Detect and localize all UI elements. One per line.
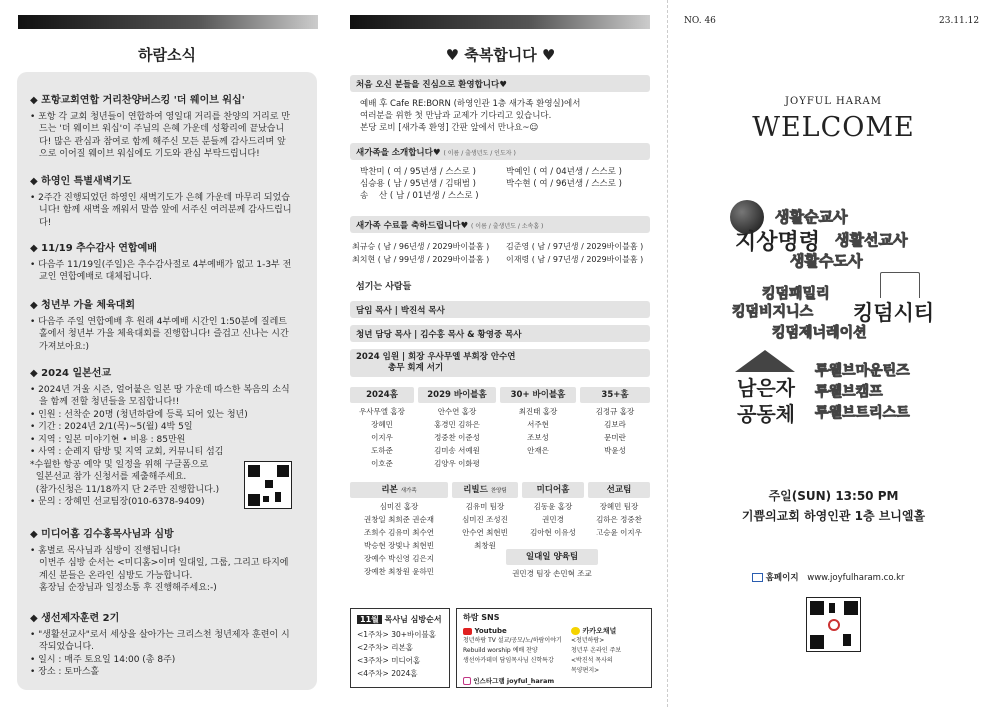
group-column: 2029 바이블홈 안수연 홈장 홍경민 김하은 정중찬 이준성 김미송 서예원 김양우 이화평 [418,387,496,470]
complete-list: 최규승 ( 남 / 96년생 / 2029바이블홈 ) 최치현 ( 남 / 99년생 / 2029바이블홈 ) [352,242,490,264]
slogan-ghost: 생활순교사 [775,208,848,226]
team-column: 선교팀 장혜민 팀장 김하은 정중찬 고승윤 이지우 [588,482,650,539]
top-bar [350,15,650,29]
slogan-ghost: 킹덤패밀리 [762,286,830,302]
group-column: 35+홈 김정규 홈장 김보라 문미란 박윤성 [580,387,650,457]
news-section: ◆ 미디어홈 김수홍목사님과 심방 • 홈별로 목사님과 심방이 진행됩니다! 이번주 심방 순서는 <미디홈>이며 일대일, 그룹, 그리고 타지에 계신 분들은 온라인 심방도 가능합니다. 홈장님 순장님과 일정소통 후 진행해주세요:-) [30,529,289,593]
news-section: ◆ 생선제자훈련 2기 • "생활선교사"로서 세상을 살아가는 크리스천 청년제자 훈련이 시작되었습니다. • 일시 : 매주 토요일 14:00 (총 8주) • 장소 : 토마스홀 [30,613,290,677]
kakao-icon[interactable] [571,627,580,635]
group-column: 2024홈 우사무엘 홈장 장혜민 이지우 도하준 이호준 [350,387,414,470]
welcome-text: 예배 후 Cafe RE:BORN (하영인관 1층 새가족 환영실)에서 여러분을 위한 첫 만남과 교제가 기다리고 있습니다. 본당 로비 [새가족 환영] 간판 앞에서 만나요~☺ [360,99,581,133]
slogan-ghost: 투웰브마운틴즈 [815,363,910,379]
slogan-ghost: 생활선교사 [835,231,908,249]
homepage-icon [752,573,763,582]
brand: JOYFUL HARAM [785,96,882,107]
issue-date: 23.11.12 [939,16,980,26]
mountain-icon [735,350,795,372]
newfamily-list: 박찬미 ( 여 / 95년생 / 스스로 ) 심승용 ( 남 / 95년생 / 김태범 ) 송 산 ( 남 / 01년생 / 스스로 ) [360,167,479,201]
team-column: 리빌드 찬양팀 김유미 팀장 심미진 조성진 안수연 최현빈 최창원 [452,482,518,552]
youth-pastor-bar: 청년 담당 목사 | 김수홍 목사 & 황영중 목사 [350,325,650,342]
welcome-bar: 처음 오신 분들을 진심으로 환영합니다♥ [350,75,650,92]
onetoone-column: 일대일 양육팀 권민경 팀장 손민혁 조교 [506,549,598,580]
complete-list: 김준영 ( 남 / 97년생 / 2029바이블홈 ) 이재령 ( 남 / 97년생 / 2029바이블홈 ) [506,242,644,264]
slogan-main: 지상명령 [735,230,821,255]
issue-no: NO. 46 [684,16,716,26]
homepage[interactable]: 홈페이지 www.joyfulharam.co.kr [752,571,905,583]
service-info: 주일(SUN) 13:50 PM 기쁨의교회 하영인관 1층 브니엘홀 [741,489,926,523]
pastor-bar: 담임 목사 | 박진석 목사 [350,301,650,318]
team-column: 미디어홈 김동윤 홈장 권민경 김아현 이유성 [522,482,584,539]
news-section: ◆ 청년부 가을 체육대회 • 다음주 주일 연합예배 후 원래 4부예배 시간인 1:50분에 질레트홀에서 청년부 가을 체육대회를 진행합니다! 즐겁고 신나는 시간 가져보아요:) [30,300,289,352]
slogan-ghost: 킹덤비지니스 [732,304,814,320]
newfamily-list: 박예인 ( 여 / 04년생 / 스스로 ) 박수현 ( 여 / 96년생 / 스스로 ) [506,167,622,189]
slogan-ghost: 킹덤제너레이션 [772,325,867,341]
slogan-ghost: 투웰브캠프 [815,384,883,400]
welcome-panel [667,0,1000,707]
news-section: ◆ 포항교회연합 거리찬양버스킹 '더 웨이브 워십' • 포항 각 교회 청년들이 연합하여 영일대 거리를 찬양의 거리로 만드는 '더 웨이브 워십'이 주님의 은혜 가운데 성황리에 끝났습니다! 많은 관심과 참여로 함께 해주신 모든 분들께 감사드리며 앞으로 이어질 웨이브 워십에도 기도와 관심 부탁드립니다! [30,95,290,159]
welcome-title: WELCOME [752,112,915,143]
bless-title: ♥ 축복합니다 ♥ [445,46,556,64]
top-bar [18,15,318,29]
youtube-icon[interactable] [463,628,472,635]
team-column: 리본 새가족 심미진 홈장 권창일 최희준 권순재 조희수 김유미 최수연 박승현 장빛나 최현빈 장예수 박신영 김은지 장예찬 최창원 윤하민 [350,482,448,578]
news-section: ◆ 2024 일본선교 • 2024년 겨울 시즌, 얼어붙은 일본 땅 가운데 따스한 복음의 소식을 함께 전할 청년들을 모집합니다!! • 인원 : 선착순 20명 (청년하람에 등록 되어 있는 청년) • 기간 : 2024년 2/1(목)~5(월) 4박 5일 • 지역 : 일본 미야기현 • 비용 : 85만원 • 사역 : 순례지 탐방 및 지역 교회, 커뮤니티 섬김 *수월한 항공 예약 및 일정을 위해 구글폼으로 일본선교 참가 신청서를 제출해주세요. (참가신청은 11/18까지 단 2주만 진행합니다.) • 문의 : 장혜민 선교팀장(010-6378-9409) [30,368,290,507]
news-title: 하람소식 [138,46,196,64]
slogan-ghost: 생활수도사 [790,252,863,270]
visit-box: 11월 목사님 심방순서 <1주차> 30+바이블홈 <2주차> 리본홈 <3주차> 미디어홈 <4주차> 2024홈 [350,608,450,688]
servants-title: 섬기는 사람들 [356,282,412,292]
bless-panel [334,0,667,707]
city-icon [880,272,920,298]
slogan-main: 공동체 [737,402,795,426]
slogan-main: 킹덤시티 [853,301,935,325]
slogan-ghost: 투웰브트리스트 [815,405,910,421]
news-section: ◆ 11/19 추수감사 연합예배 • 다음주 11/19일(주일)은 추수감사절로 4부예배가 없고 1-3부 전교인 연합예배로 대체됩니다. [30,243,292,282]
newfamily-bar: 새가족을 소개합니다♥ ( 이름 / 출생년도 / 인도자 ) [350,143,650,160]
news-section: ◆ 하영인 특별새벽기도 • 2주간 진행되었던 하영인 새벽기도가 은혜 가운데 마무리 되었습니다! 함께 새벽을 깨워서 말씀 앞에 서주신 여러분께 감사드립니다! [30,176,292,228]
slogan-main: 남은자 [737,376,795,400]
sns-box: 하람 SNS Youtube 청년하람 TV 설교/공모/노/하람이야기 Rebuild worship 예배 찬양 생선아카데미 담임목사님 신학특강 카카오채널 <청년하람> 청년부 온라인 주보 <박진석 목사의 목양편지> 인스타그램 joyful_haram [456,608,652,688]
qr-code-icon[interactable] [244,461,292,509]
qr-code-icon[interactable] [806,597,861,652]
instagram-icon[interactable] [463,677,471,685]
complete-bar: 새가족 수료를 축하드립니다♥ ( 이름 / 출생년도 / 소속홈 ) [350,216,650,233]
news-panel [0,0,334,707]
group-column: 30+ 바이블홈 최진태 홈장 서주현 조보성 안재은 [500,387,576,457]
staff-bar: 2024 임원 | 회장 우사무엘 부회장 안수연 총무 회계 서기 [350,349,650,377]
